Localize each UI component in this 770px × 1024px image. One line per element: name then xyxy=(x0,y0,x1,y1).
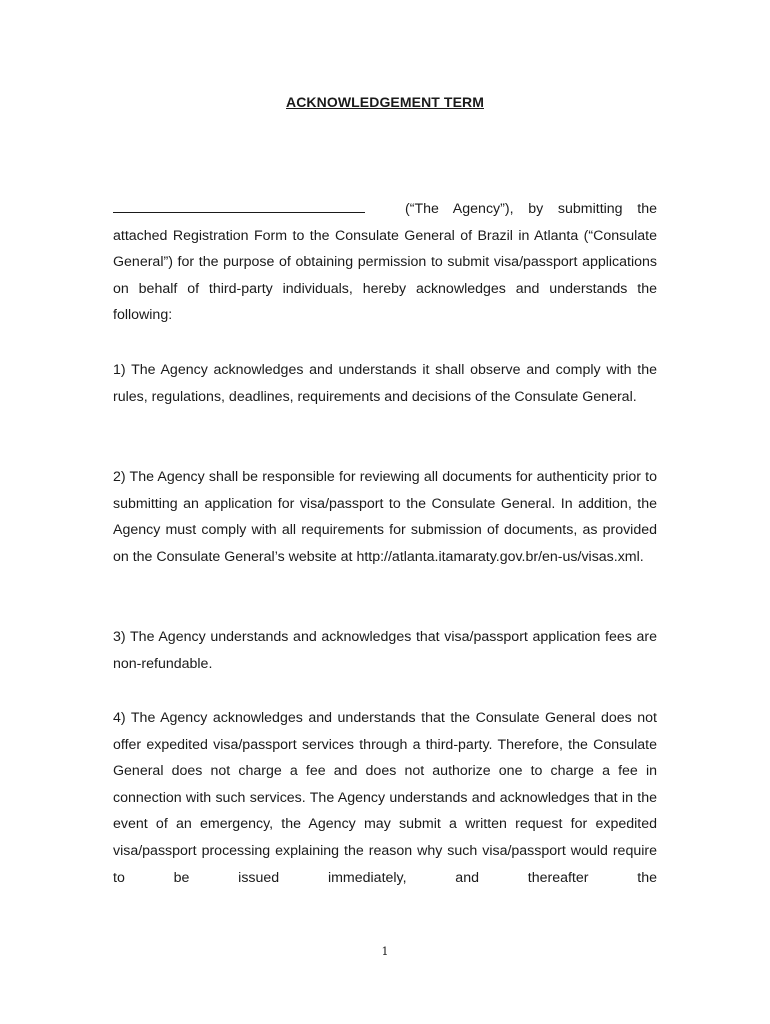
document-title: ACKNOWLEDGEMENT TERM xyxy=(286,94,484,110)
agency-name-blank-field[interactable] xyxy=(113,197,365,213)
intro-first-line xyxy=(113,196,657,223)
paragraph-3: 3) The Agency understands and acknowledges that visa/passport application fees are non-refundable. xyxy=(113,629,657,672)
intro-first-line-text: (“The Agency”), by submitting the xyxy=(405,201,657,217)
intro-paragraph xyxy=(113,196,657,329)
page-number: 1 xyxy=(381,945,389,958)
paragraph-4: 4) The Agency acknowledges and understands that the Consulate General does not offer expedited visa/passport services through a third-party. Therefore, the Consulate General does not charge a fee and does not authorize one to charge a fee in connection with such services. The Agency understands and acknowledges that in the event of an emergency, the Agency may submit a written request for expedited visa/passport processing explaining the reason why such visa/passport would require to be issued immediately, and thereafter the xyxy=(113,710,657,886)
paragraph-1: 1) The Agency acknowledges and understands it shall observe and comply with the rules, regulations, deadlines, requirements and decisions of the Consulate General. xyxy=(113,362,657,405)
intro-continuation-text: attached Registration Form to the Consulate General of Brazil in Atlanta (“Consulate General”) for the purpose of obtaining permission to submit visa/passport applications on behalf of third-party individuals, hereby acknowledges and understands the following: xyxy=(113,227,657,324)
paragraph-2: 2) The Agency shall be responsible for reviewing all documents for authenticity prior to submitting an application for visa/passport to the Consulate General. In addition, the Agency must comply with all requirements for submission of documents, as provided on the Consulate General’s website at http://atlanta.itamaraty.gov.br/en-us/visas.xml. xyxy=(113,469,657,565)
